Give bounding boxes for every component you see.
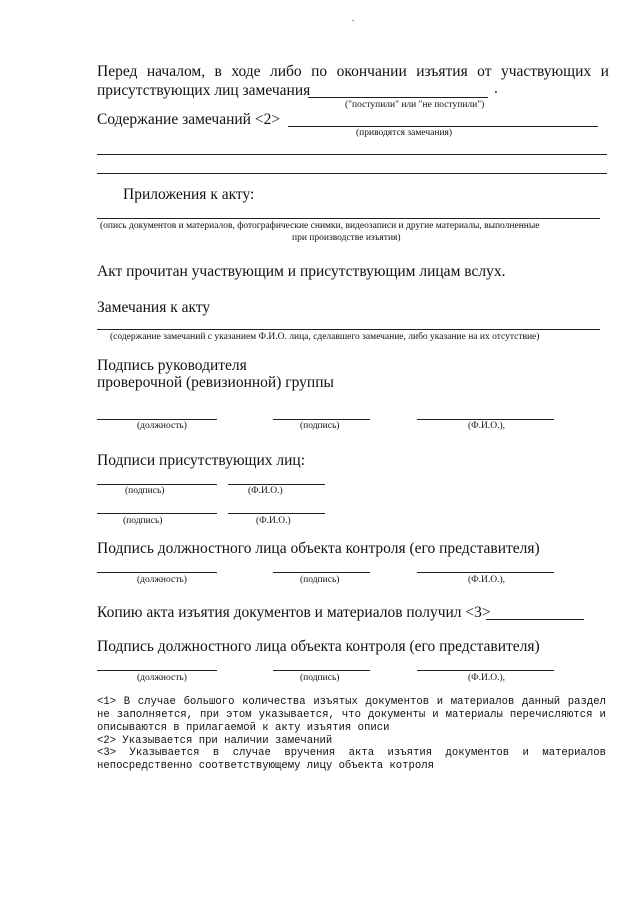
word: материалов: [450, 696, 515, 708]
word: <1>: [97, 696, 117, 708]
act-remarks-field[interactable]: [97, 329, 600, 330]
word: перечисляются: [509, 709, 593, 721]
read-aloud-statement: Акт прочитан участвующим и присутствующим лицам вслух.: [97, 263, 506, 280]
official1-name-caption: (Ф.И.О.),: [468, 575, 506, 585]
word: большого: [183, 696, 235, 708]
word: материалы: [445, 709, 503, 721]
word: ходе: [231, 63, 261, 80]
copy-received-label: Копию акта изъятия документов и материалов получил <3>: [97, 604, 491, 621]
attachments-caption-line2: при производстве изъятия): [292, 233, 401, 243]
footnote-3-line1: [97, 747, 606, 759]
remarks-content-caption: (приводятся замечания): [356, 128, 453, 138]
remarks-content-field[interactable]: [288, 126, 598, 127]
official2-position-caption: (должность): [137, 673, 187, 683]
word: и: [436, 696, 444, 708]
act-remarks-heading: Замечания к акту: [97, 299, 211, 316]
word: вручения: [284, 747, 336, 759]
remarks-intro-line2: присутствующих лиц замечания: [97, 82, 311, 99]
footnote-3-line2: непосредственно соответствующему лицу объекта котроля: [97, 760, 434, 772]
word: случае: [232, 747, 271, 759]
word: от: [477, 63, 492, 80]
footnote-2: <2> Указывается при наличии замечаний: [97, 735, 333, 747]
present-persons-heading: Подписи присутствующих лиц:: [97, 452, 306, 469]
remarks-content-label: Содержание замечаний <2>: [97, 111, 281, 128]
footnote-1-line3: описываются в прилагаемой к акту изъятия описи: [97, 722, 390, 734]
word: в: [212, 747, 220, 759]
copy-received-field[interactable]: [486, 619, 584, 620]
word: Указывается: [129, 747, 200, 759]
word: В: [123, 696, 131, 708]
head-position-caption: (должность): [137, 421, 187, 431]
remarks-status-field[interactable]: [308, 97, 488, 98]
present-name-caption-2: (Ф.И.О.): [256, 516, 291, 526]
present-signature-field-1[interactable]: [97, 484, 217, 485]
present-name-field-1[interactable]: [228, 484, 325, 485]
word: акта: [348, 747, 375, 759]
present-signature-field-2[interactable]: [97, 513, 217, 514]
word: данный: [521, 696, 561, 708]
word: документов: [445, 747, 510, 759]
stray-dot: .: [352, 14, 355, 24]
word: и: [599, 709, 606, 721]
word: не: [97, 709, 110, 721]
head-name-field[interactable]: [417, 419, 554, 420]
word: этом: [226, 709, 252, 721]
head-position-field[interactable]: [97, 419, 217, 420]
word: случае: [137, 696, 176, 708]
word: изъятых: [313, 696, 358, 708]
footnote-1-line2: [97, 709, 606, 721]
word: участвующих: [500, 63, 592, 80]
word: окончании: [336, 63, 407, 80]
attachments-caption-line1: (опись документов и материалов, фотографические снимки, видеозаписи и другие материалы, выполненные: [100, 221, 540, 231]
official1-position-caption: (должность): [137, 575, 187, 585]
official2-position-field[interactable]: [97, 670, 217, 671]
word: началом,: [146, 63, 206, 80]
official2-signature-caption: (подпись): [300, 673, 340, 683]
word: документы: [368, 709, 426, 721]
official2-name-field[interactable]: [417, 670, 554, 671]
trailing-dot: .: [494, 80, 498, 97]
official-signature-heading-1: Подпись должностного лица объекта контроля (его представителя): [97, 540, 540, 557]
act-remarks-caption: (содержание замечаний с указанием Ф.И.О. лица, сделавшего замечание, либо указание на их отсутствие): [110, 332, 540, 342]
head-signature-caption: (подпись): [300, 421, 340, 431]
word: и: [522, 747, 529, 759]
official1-position-field[interactable]: [97, 572, 217, 573]
word: материалов: [542, 747, 606, 759]
word: <3>: [97, 747, 117, 759]
word: по: [311, 63, 328, 80]
attachments-heading: Приложения к акту:: [123, 186, 255, 203]
word: заполняется,: [116, 709, 194, 721]
word: изъятия: [416, 63, 468, 80]
word: при: [200, 709, 220, 721]
remarks-content-line-3[interactable]: [97, 173, 607, 174]
present-name-caption-1: (Ф.И.О.): [248, 486, 283, 496]
word: в: [214, 63, 222, 80]
word: что: [341, 709, 361, 721]
attachments-field[interactable]: [97, 218, 600, 219]
footnote-1-line1: [97, 696, 606, 708]
head-name-caption: (Ф.И.О.),: [468, 421, 506, 431]
word: изъятия: [387, 747, 433, 759]
word: и: [600, 63, 609, 80]
present-signature-caption-1: (подпись): [125, 486, 165, 496]
official-signature-heading-2: Подпись должностного лица объекта контроля (его представителя): [97, 638, 540, 655]
word: Перед: [97, 63, 138, 80]
remarks-status-caption: ("поступили" или "не поступили"): [345, 100, 485, 110]
official1-signature-caption: (подпись): [300, 575, 340, 585]
present-name-field-2[interactable]: [228, 513, 325, 514]
word: либо: [270, 63, 302, 80]
head-signature-field[interactable]: [273, 419, 370, 420]
remarks-intro-line: [97, 63, 609, 81]
word: указывается,: [258, 709, 335, 721]
official1-name-field[interactable]: [417, 572, 554, 573]
official1-signature-field[interactable]: [273, 572, 370, 573]
present-signature-caption-2: (подпись): [123, 516, 163, 526]
word: раздел: [567, 696, 606, 708]
head-signature-title-line2: проверочной (ревизионной) группы: [97, 374, 334, 391]
official2-signature-field[interactable]: [273, 670, 370, 671]
word: количества: [242, 696, 306, 708]
word: и: [432, 709, 439, 721]
official2-name-caption: (Ф.И.О.),: [468, 673, 506, 683]
word: документов: [365, 696, 430, 708]
head-signature-title-line1: Подпись руководителя: [97, 357, 247, 374]
remarks-content-line-2[interactable]: [97, 154, 607, 155]
